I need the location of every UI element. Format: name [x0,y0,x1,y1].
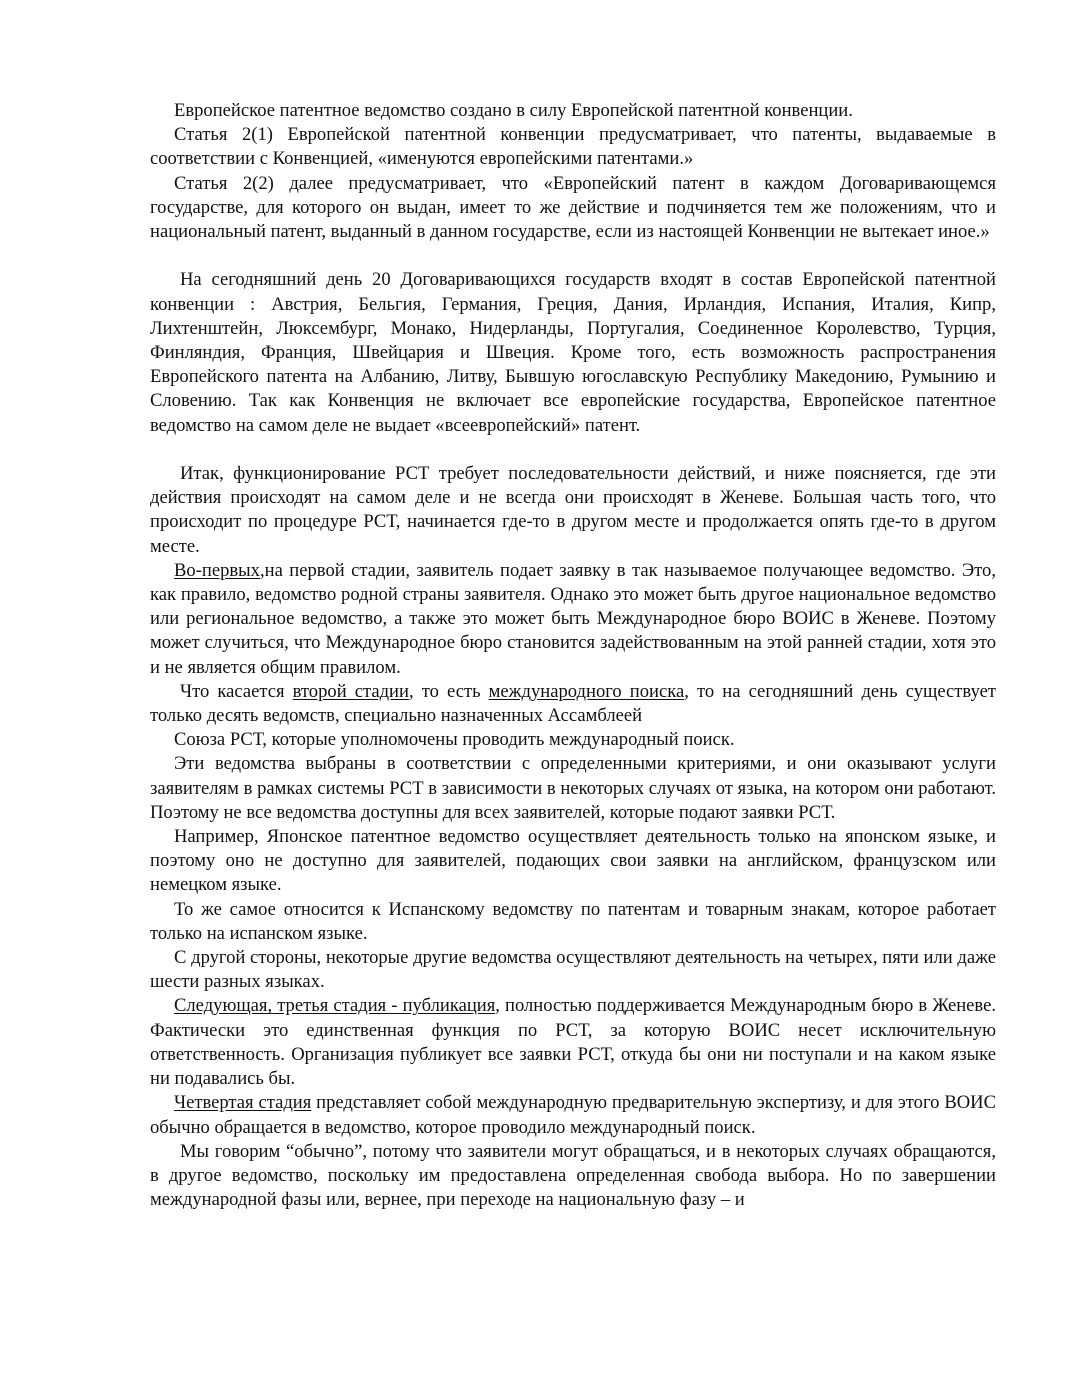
paragraph-text: Статья 2(1) Европейской патентной конвенции предусматривает, что патенты, выдаваемые в соответствии с Конвенцией, «именуются европейскими патентами.» [150,124,996,170]
paragraph-third-stage [150,994,996,1091]
paragraph-pct-sequence [150,462,996,559]
paragraph-article-2-1 [150,123,996,171]
paragraph-text: Мы говорим “обычно”, потому что заявители могут обращаться, и в некоторых случаях обращаются, в другое ведомство, поскольку им предоставлена определенная свобода выбора. Но по завершении международной фазы или, вернее, при переходе на национальную фазу – и [150,1140,996,1211]
paragraph-japan-office [150,825,996,898]
paragraph-text-pre: Что касается [180,680,293,702]
paragraph-spain-office [150,898,996,946]
paragraph-second-stage [150,680,996,728]
paragraph-text: Например, Японское патентное ведомство осуществляет деятельность только на японском языке, и поэтому оно не доступно для заявителей, подающих свои заявки на английском, французском или немецком языке. [150,826,996,896]
paragraph-contracting-states [150,268,996,437]
underlined-term: Четвертая стадия [174,1092,312,1114]
paragraph-first-stage [150,559,996,680]
underlined-term: Во-первых [174,559,260,581]
paragraph-article-2-2 [150,172,996,245]
paragraph-text: ,на первой стадии, заявитель подает заявку в так называемое получающее ведомство. Это, как правило, ведомство родной страны заявителя. Однако это может быть другое национальное ведомство или региональное ведомство, а также это может быть Международное бюро ВОИС в Женеве. Поэтому может случиться, что Международное бюро становится задействованным на этой ранней стадии, хотя это и не является общим правилом. [150,559,996,678]
paragraph-spacer [150,244,996,268]
paragraph-other-offices [150,946,996,994]
document-page [150,99,996,1212]
paragraph-spacer [150,438,996,462]
underlined-term: Следующая, третья стадия - публикация [174,995,496,1017]
paragraph-usually [150,1140,996,1213]
paragraph-text: представляет собой международную предварительную экспертизу, и для этого ВОИС обычно обращается в ведомство, которое проводило международный поиск. [150,1092,996,1138]
paragraph-text: Союза РСТ, которые уполномочены проводить международный поиск. [174,729,735,751]
paragraph-text: Статья 2(2) далее предусматривает, что «Европейский патент в каждом Договаривающемся государстве, для которого он выдан, имеет то же действие и подчиняется тем же положениям, что и национальный патент, выданный в данном государстве, если из настоящей Конвенции не вытекает иное.» [150,172,996,243]
paragraph-text: Европейское патентное ведомство создано в силу Европейской патентной конвенции. [174,100,853,121]
underlined-term: второй стадии [292,680,409,702]
paragraph-text: Эти ведомства выбраны в соответствии с определенными критериями, и они оказывают услуги заявителям в рамках системы РСТ в зависимости в некоторых случаях от языка, на котором они работают. Поэтому не все ведомства доступны для всех заявителей, которые подают заявки РСТ. [150,753,996,823]
underlined-term: международного поиска [488,680,685,702]
paragraph-text: С другой стороны, некоторые другие ведомства осуществляют деятельность на четырех, пяти или даже шести разных языках. [150,947,996,993]
paragraph-text: , полностью поддерживается Международным бюро в Женеве. Фактически это единственная функция по РСТ, за которую ВОИС несет исключительную ответственность. Организация публикует все заявки РСТ, откуда бы они ни поступали и на каком языке ни подавались бы. [150,995,996,1090]
paragraph-text: На сегодняшний день 20 Договаривающихся государств входят в состав Европейской патентной конвенции : Австрия, Бельгия, Германия, Греция, Дания, Ирландия, Испания, Италия, Кипр, Лихтенштейн, Люксембург, Монако, Нидерланды, Португалия, Соединенное Королевство, Турция, Финляндия, Франция, Швейцария и Швеция. Кроме того, есть возможность распространения Европейского патента на Албанию, Литву, Бывшую югославскую Республику Македонию, Румынию и Словению. Так как Конвенция не включает все европейские государства, Европейское патентное ведомство на самом деле не выдает «всеевропейский» патент. [150,269,996,436]
paragraph-pct-union [150,728,996,752]
paragraph-text-mid: , то есть [408,680,489,702]
paragraph-offices-criteria [150,752,996,825]
paragraph-fourth-stage [150,1091,996,1139]
paragraph-text: То же самое относится к Испанскому ведомству по патентам и товарным знакам, которое работает только на испанском языке. [150,898,996,944]
paragraph-text: Итак, функционирование РСТ требует последовательности действий, и ниже поясняется, где эти действия происходят на самом деле и не всегда они происходят в Женеве. Большая часть того, что происходит по процедуре РСТ, начинается где-то в другом месте и продолжается опять где-то в другом месте. [150,463,996,557]
paragraph-text-post: , то на сегодняшний день существует только десять ведомств, специально назначенных Ассамблеей [150,680,996,727]
paragraph-epo-created [150,99,996,123]
